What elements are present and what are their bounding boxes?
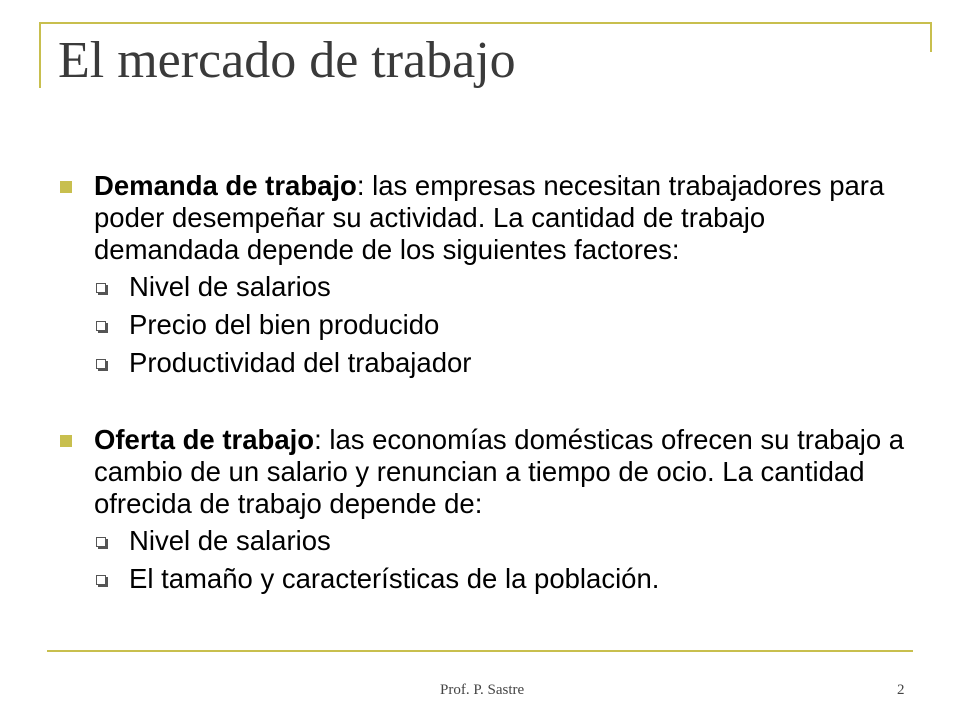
- list-item: [96, 524, 910, 558]
- decorative-frame-top: [39, 22, 932, 24]
- bullet-text: [94, 170, 910, 266]
- footer-divider: [47, 650, 913, 652]
- list-item: [96, 308, 910, 342]
- checkbox-bullet-icon: [96, 321, 106, 331]
- footer-author: Prof. P. Sastre: [440, 682, 525, 698]
- bullet-text: [94, 424, 910, 520]
- checkbox-bullet-icon: [96, 283, 106, 293]
- checkbox-bullet-icon: [96, 575, 106, 585]
- bullet-demanda: [60, 170, 910, 380]
- list-item: [96, 270, 910, 304]
- bullet-oferta: [60, 424, 910, 596]
- list-item-label: Nivel de salarios: [129, 271, 331, 302]
- page-number: 2: [897, 682, 905, 698]
- checkbox-bullet-icon: [96, 359, 106, 369]
- sub-list: [96, 524, 910, 596]
- bullet-term: Demanda de trabajo: [94, 170, 357, 201]
- list-item-label: El tamaño y características de la población.: [129, 563, 660, 594]
- bullet-description: : las empresas necesitan trabajadores para poder desempeñar su actividad. La cantidad de trabajo demandada depende de los siguientes factores:: [94, 170, 885, 265]
- list-item-label: Nivel de salarios: [129, 525, 331, 556]
- list-item-label: Productividad del trabajador: [129, 347, 472, 378]
- bullet-term: Oferta de trabajo: [94, 424, 315, 455]
- decorative-frame-left: [39, 22, 41, 88]
- square-bullet-icon: [60, 435, 72, 447]
- sub-list: [96, 270, 910, 380]
- bullet-description: : las economías domésticas ofrecen su trabajo a cambio de un salario y renuncian a tiempo de ocio. La cantidad ofrecida de trabajo depende de:: [94, 424, 905, 519]
- list-item: [96, 346, 910, 380]
- decorative-frame-right: [930, 22, 932, 52]
- list-item-label: Precio del bien producido: [129, 309, 440, 340]
- list-item: [96, 562, 910, 596]
- slide-content: [60, 170, 910, 596]
- square-bullet-icon: [60, 181, 72, 193]
- slide-title: El mercado de trabajo: [58, 32, 516, 89]
- checkbox-bullet-icon: [96, 537, 106, 547]
